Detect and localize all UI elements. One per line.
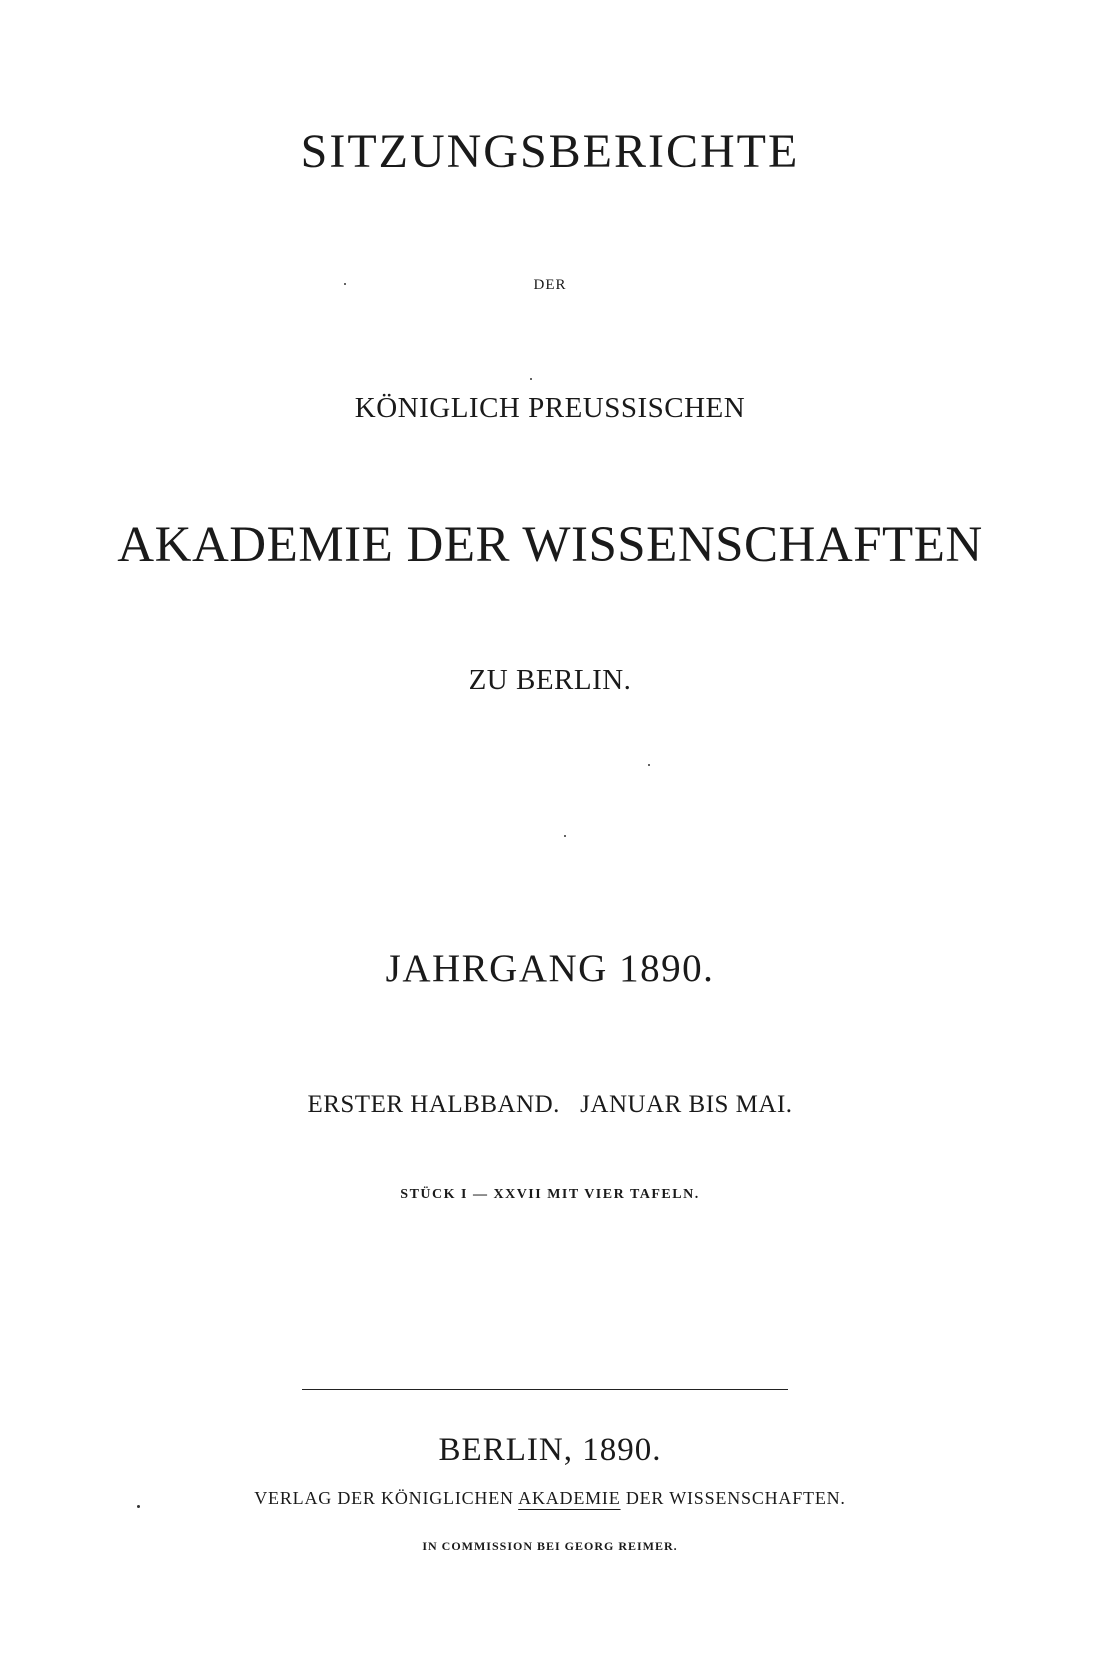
publisher-underlined-word: AKADEMIE: [518, 1488, 621, 1508]
parts-and-plates: STÜCK I — XXVII MIT VIER TAFELN.: [400, 1187, 700, 1202]
imprint-commission: IN COMMISSION BEI GEORG REIMER.: [422, 1539, 678, 1553]
page-title: SITZUNGSBERICHTE: [300, 125, 800, 178]
scan-speck: [564, 835, 566, 837]
half-volume-range: ERSTER HALBBAND. JANUAR BIS MAI.: [307, 1091, 793, 1118]
imprint-divider-rule: [302, 1389, 788, 1390]
title-academy: AKADEMIE DER WISSENSCHAFTEN: [117, 517, 983, 573]
title-royal-prussian: KÖNIGLICH PREUSSISCHEN: [354, 392, 746, 424]
imprint-publisher: [0, 1489, 1100, 1507]
title-city: ZU BERLIN.: [468, 664, 632, 696]
scan-speck: [530, 378, 532, 380]
scan-speck: [137, 1505, 140, 1508]
publisher-suffix: DER WISSENSCHAFTEN.: [620, 1488, 846, 1508]
title-der: DER: [533, 277, 567, 293]
imprint-place-date: BERLIN, 1890.: [438, 1432, 662, 1468]
publisher-prefix: VERLAG DER KÖNIGLICHEN: [254, 1488, 519, 1508]
volume-year: JAHRGANG 1890.: [385, 947, 715, 990]
scan-speck: [344, 283, 346, 285]
scan-speck: [648, 764, 650, 766]
